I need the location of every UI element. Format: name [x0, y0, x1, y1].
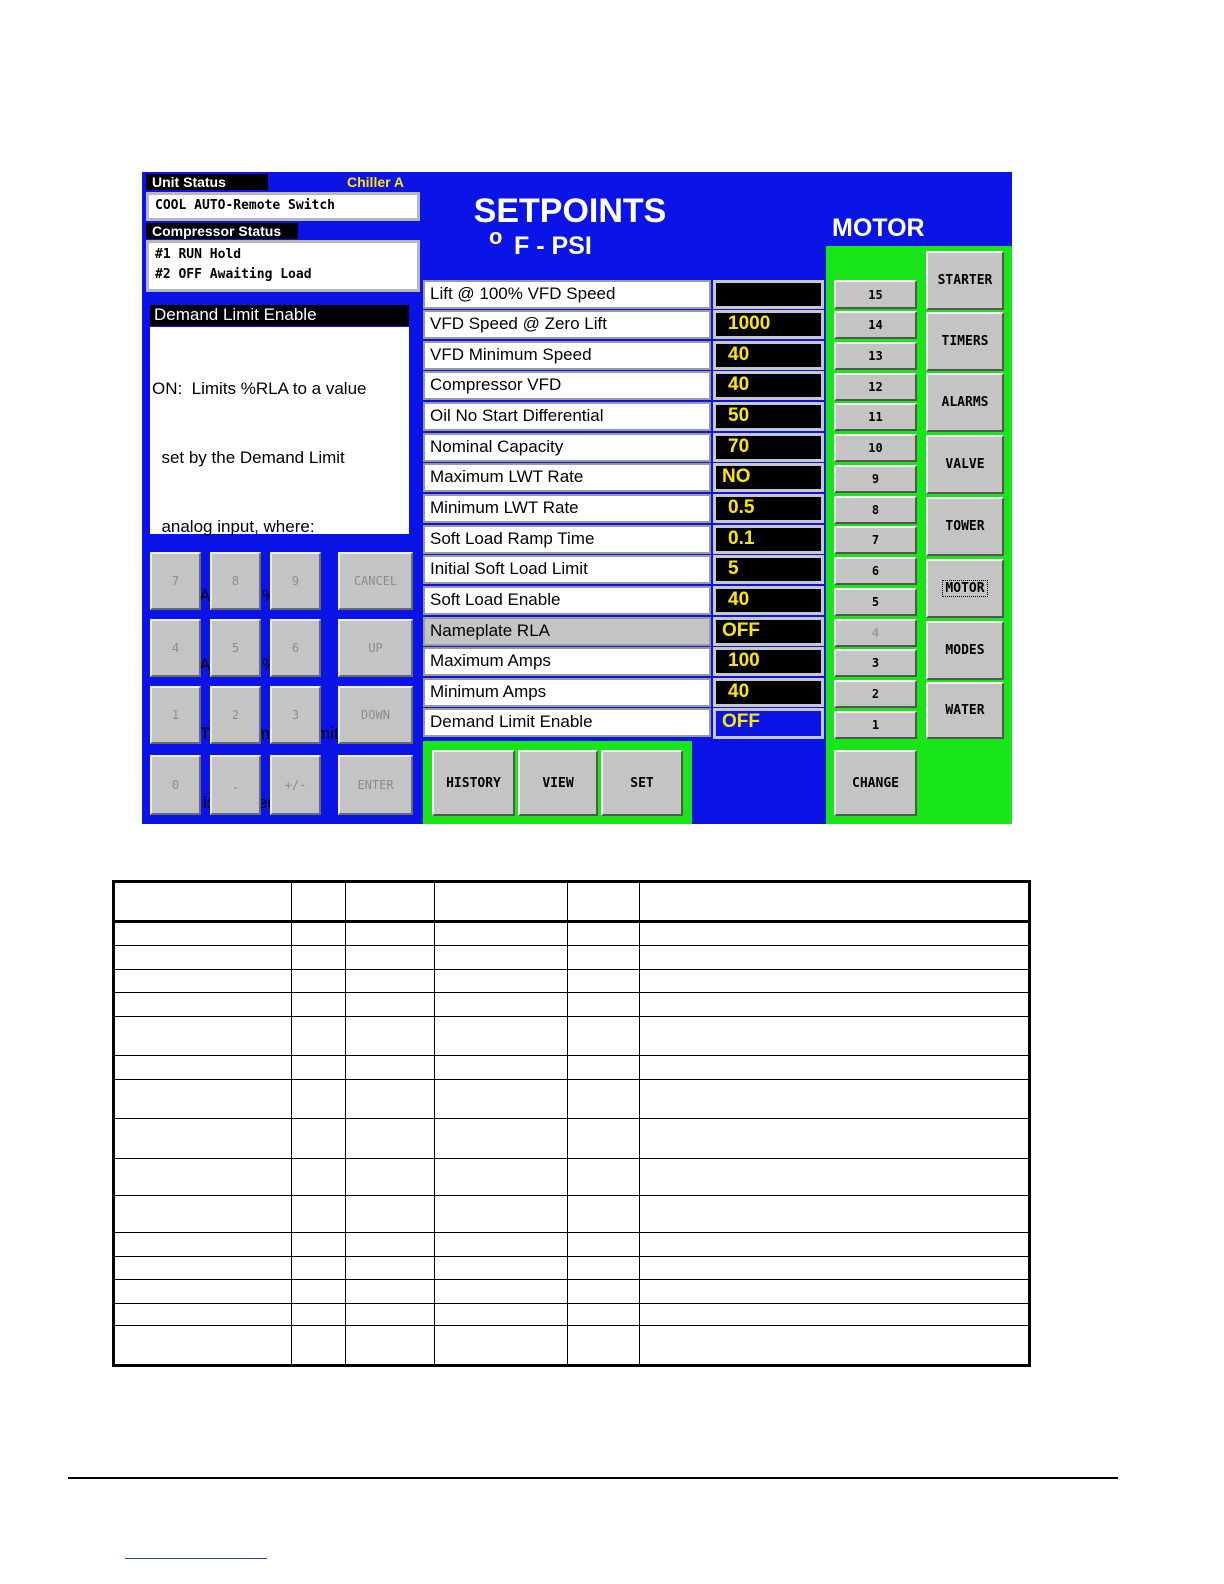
field-button-12[interactable]: 12 — [834, 373, 917, 401]
table-header-row — [114, 882, 1030, 922]
compressor-2-status: #2 OFF Awaiting Load — [155, 267, 312, 282]
field-button-2[interactable]: 2 — [834, 680, 917, 708]
field-button-13[interactable]: 13 — [834, 342, 917, 370]
field-button-3[interactable]: 3 — [834, 649, 917, 677]
motor-button-label: MOTOR — [942, 580, 987, 597]
compressor-status-label: Compressor Status — [146, 223, 298, 239]
compressor-1-status: #1 RUN Hold — [155, 247, 242, 262]
table-row — [114, 922, 1030, 946]
keypad-down[interactable]: DOWN — [338, 686, 413, 744]
setpoint-value[interactable]: 40 — [713, 341, 824, 370]
table-row — [114, 1119, 1030, 1159]
field-button-11[interactable]: 11 — [834, 403, 917, 431]
modes-button[interactable]: MODES — [926, 621, 1004, 680]
setpoint-value[interactable]: NO — [713, 463, 824, 492]
field-button-8[interactable]: 8 — [834, 496, 917, 524]
screen-title: SETPOINTS — [473, 192, 667, 230]
table-row — [114, 1257, 1030, 1280]
table-row — [114, 1159, 1030, 1196]
setpoint-label[interactable]: Compressor VFD — [423, 371, 711, 400]
degree-symbol: o — [489, 224, 503, 249]
water-button[interactable]: WATER — [926, 682, 1004, 739]
field-button-6[interactable]: 6 — [834, 557, 917, 585]
help-line: set by the Demand Limit — [152, 448, 345, 467]
setpoint-label[interactable]: Lift @ 100% VFD Speed — [423, 280, 711, 309]
table-row — [114, 1056, 1030, 1080]
table-row — [114, 946, 1030, 970]
keypad-3[interactable]: 3 — [270, 686, 321, 744]
setpoint-value[interactable]: 100 — [713, 647, 824, 676]
keypad-8[interactable]: 8 — [210, 552, 261, 610]
screen-units: F - PSI — [514, 232, 592, 260]
change-button[interactable]: CHANGE — [834, 750, 917, 816]
keypad-up[interactable]: UP — [338, 619, 413, 677]
chiller-name: Chiller A — [347, 174, 405, 190]
setpoint-label[interactable]: Demand Limit Enable — [423, 708, 711, 737]
field-button-10[interactable]: 10 — [834, 434, 917, 462]
table-row — [114, 1304, 1030, 1326]
keypad-7[interactable]: 7 — [150, 552, 201, 610]
setpoint-label[interactable]: Minimum LWT Rate — [423, 494, 711, 523]
setpoint-label[interactable]: Nominal Capacity — [423, 433, 711, 462]
setpoint-label[interactable]: Initial Soft Load Limit — [423, 555, 711, 584]
field-button-5[interactable]: 5 — [834, 588, 917, 616]
setpoint-value[interactable]: OFF — [713, 617, 824, 646]
table-row — [114, 993, 1030, 1017]
setpoint-label[interactable]: Maximum Amps — [423, 647, 711, 676]
history-button[interactable]: HISTORY — [432, 750, 515, 816]
table-row — [114, 1196, 1030, 1233]
setpoint-value[interactable]: 0.5 — [713, 494, 824, 523]
table-row — [114, 1280, 1030, 1304]
help-title: Demand Limit Enable — [150, 305, 409, 326]
alarms-button[interactable]: ALARMS — [926, 373, 1004, 432]
help-line: Demand — [233, 724, 299, 743]
keypad-9[interactable]: 9 — [270, 552, 321, 610]
field-button-9[interactable]: 9 — [834, 465, 917, 493]
setpoint-value-editing[interactable]: OFF — [713, 708, 824, 739]
setpoint-label[interactable]: Minimum Amps — [423, 678, 711, 707]
setpoint-value[interactable]: 0.1 — [713, 525, 824, 554]
view-button[interactable]: VIEW — [518, 750, 598, 816]
setpoint-value[interactable]: 5 — [713, 555, 824, 584]
setpoint-label[interactable]: VFD Minimum Speed — [423, 341, 711, 370]
unit-status-label: Unit Status — [146, 174, 268, 190]
setpoint-value[interactable]: 70 — [713, 433, 824, 462]
field-button-7[interactable]: 7 — [834, 526, 917, 554]
keypad-decimal[interactable]: . — [210, 755, 261, 815]
keypad-5[interactable]: 5 — [210, 619, 261, 677]
setpoint-value[interactable]: 1000 — [713, 310, 824, 339]
help-line: analog input, where: — [152, 517, 315, 536]
footer-rule — [68, 1477, 1118, 1479]
setpoints-screen — [142, 172, 1012, 824]
keypad-enter[interactable]: ENTER — [338, 755, 413, 815]
setpoint-value[interactable]: 50 — [713, 402, 824, 431]
footer-link-underline — [125, 1558, 267, 1559]
table-row — [114, 1080, 1030, 1119]
starter-button[interactable]: STARTER — [926, 251, 1004, 310]
page-name: MOTOR — [832, 214, 925, 242]
keypad-2[interactable]: 2 — [210, 686, 261, 744]
keypad-1[interactable]: 1 — [150, 686, 201, 744]
setpoint-label[interactable]: VFD Speed @ Zero Lift — [423, 310, 711, 339]
unit-status-value: COOL AUTO-Remote Switch — [146, 192, 420, 221]
keypad-cancel[interactable]: CANCEL — [338, 552, 413, 610]
help-line: ON: Limits %RLA to a value — [152, 379, 367, 398]
motor-button[interactable] — [926, 559, 1004, 618]
set-button[interactable]: SET — [601, 750, 683, 816]
table-row — [114, 1326, 1030, 1366]
setpoint-value[interactable]: 40 — [713, 371, 824, 400]
setpoint-label[interactable]: Soft Load Ramp Time — [423, 525, 711, 554]
compressor-status-box — [146, 240, 420, 292]
field-button-14[interactable]: 14 — [834, 311, 917, 339]
setpoint-table — [112, 880, 1031, 1367]
table-row — [114, 1017, 1030, 1056]
valve-button[interactable]: VALVE — [926, 435, 1004, 494]
field-button-4[interactable]: 4 — [834, 619, 917, 647]
keypad-0[interactable]: 0 — [150, 755, 201, 815]
setpoint-label[interactable]: Soft Load Enable — [423, 586, 711, 615]
table-row — [114, 970, 1030, 993]
setpoint-label[interactable]: Oil No Start Differential — [423, 402, 711, 431]
setpoint-value[interactable]: 40 — [713, 678, 824, 707]
timers-button[interactable]: TIMERS — [926, 312, 1004, 371]
table-row — [114, 1233, 1030, 1257]
keypad-6[interactable]: 6 — [270, 619, 321, 677]
keypad-4[interactable]: 4 — [150, 619, 201, 677]
tower-button[interactable]: TOWER — [926, 497, 1004, 556]
setpoint-label[interactable]: Maximum LWT Rate — [423, 463, 711, 492]
keypad-plus-minus[interactable]: +/- — [270, 755, 321, 815]
field-button-15[interactable]: 15 — [834, 280, 917, 309]
field-button-1[interactable]: 1 — [834, 711, 917, 739]
setpoint-label-selected[interactable]: Nameplate RLA — [423, 617, 711, 646]
setpoint-value[interactable]: 40 — [713, 586, 824, 615]
setpoint-value[interactable] — [713, 280, 824, 309]
